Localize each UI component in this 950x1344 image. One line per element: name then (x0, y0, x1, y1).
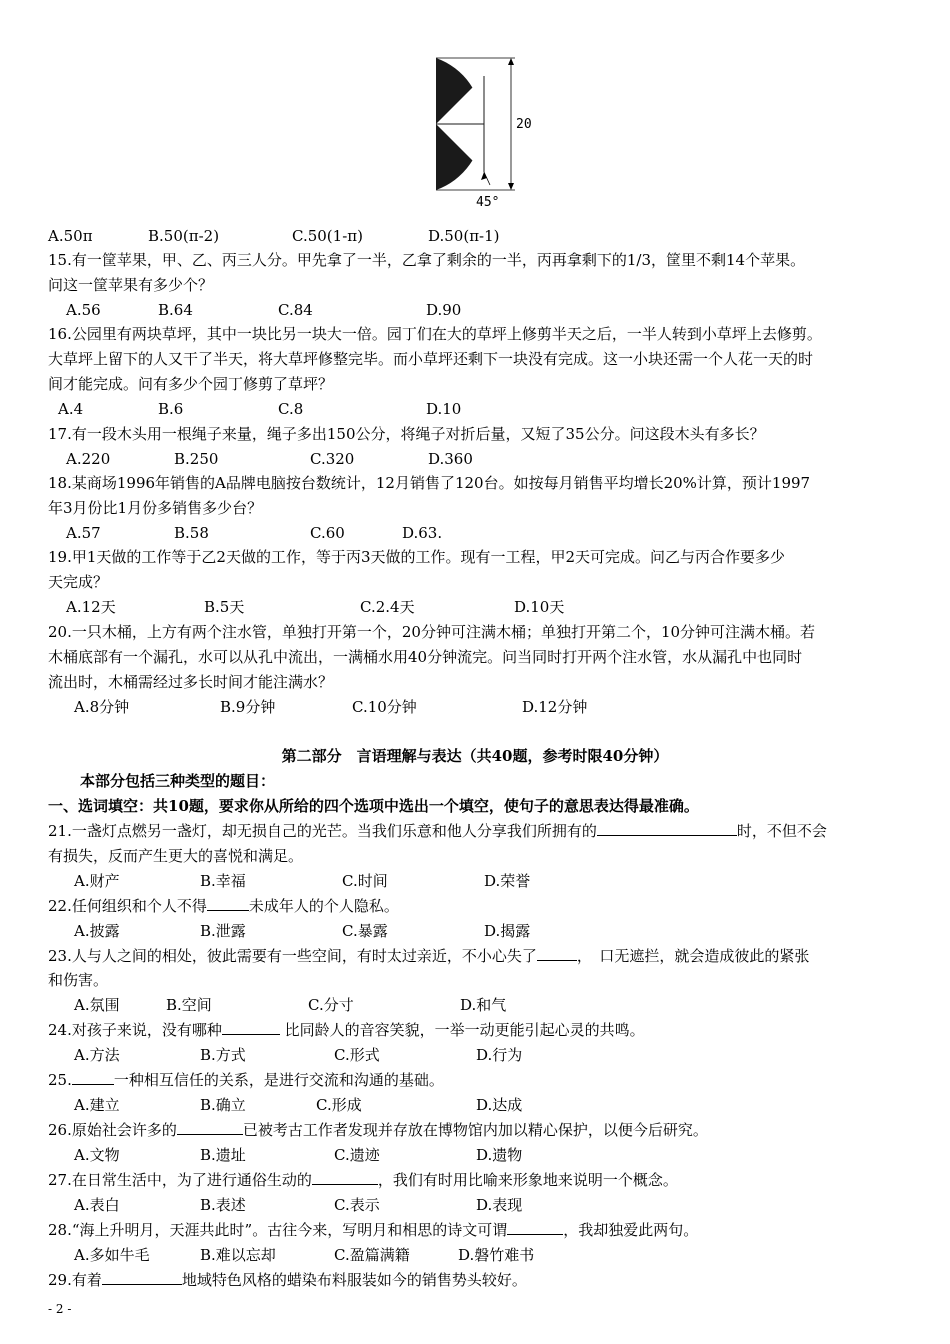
q28-line1 (48, 1220, 698, 1240)
q29-pre: 29.有着 (48, 1271, 102, 1289)
q28-post: ，我却独爱此两句。 (563, 1221, 699, 1239)
q16-line2: 大草坪上留下的人又干了半天，将大草坪修整完毕。而小草坪还剩下一块没有完成。这一小块还需一个人花一天的时 (48, 350, 814, 368)
q28-option-d: D.磐竹难书 (458, 1246, 535, 1264)
q14-option-d: D.50(π-1) (428, 227, 500, 245)
q22-line1 (48, 896, 399, 916)
q19-option-d: D.10天 (514, 598, 565, 616)
q22-option-d: D.揭露 (484, 922, 531, 940)
section1-heading: 一、选词填空：共10题，要求你从所给的四个选项中选出一个填空，使句子的意思表达得最准确。 (48, 797, 699, 815)
q22-option-a: A.披露 (74, 922, 120, 940)
q25-line1 (48, 1070, 444, 1090)
q28-option-b: B.难以忘却 (200, 1246, 276, 1264)
q26-option-a: A.文物 (74, 1146, 120, 1164)
q25-option-c: C.形成 (316, 1096, 362, 1114)
q21-line1 (48, 821, 827, 841)
q15-option-a: A.56 (66, 301, 101, 319)
q28-option-a: A.多如牛毛 (74, 1246, 150, 1264)
q21-option-d: D.荣誉 (484, 872, 531, 890)
part2-title: 第二部分 言语理解与表达（共40题，参考时限40分钟） (281, 747, 669, 765)
part2-intro: 本部分包括三种类型的题目： (80, 772, 276, 790)
q18-option-b: B.58 (174, 524, 209, 542)
q24-post: 比同龄人的音容笑貌，一举一动更能引起心灵的共鸣。 (279, 1021, 645, 1039)
dimension-label: 20 (516, 117, 532, 132)
q15-line1: 15.有一筐苹果，甲、乙、丙三人分。甲先拿了一半，乙拿了剩余的一半，丙再拿剩下的1/3，筐里不剩14个苹果。 (48, 251, 806, 269)
q20-option-a: A.8分钟 (74, 698, 130, 716)
q27-option-a: A.表白 (74, 1196, 120, 1214)
geometry-figure (420, 50, 540, 215)
q21-post: 时，不但不会 (736, 822, 827, 840)
q25-blank (72, 1070, 114, 1085)
q24-option-a: A.方法 (74, 1046, 120, 1064)
q28-pre: 28.“海上升明月，天涯共此时”。古往今来，写明月和相思的诗文可谓 (48, 1221, 508, 1239)
q23-option-b: B.空间 (166, 996, 212, 1014)
q24-line1 (48, 1020, 645, 1040)
q21-option-a: A.财产 (74, 872, 120, 890)
q23-option-c: C.分寸 (308, 996, 354, 1014)
q18-option-a: A.57 (66, 524, 101, 542)
q21-blank (597, 821, 737, 836)
q16-option-a: A.4 (58, 400, 84, 418)
q24-option-b: B.方式 (200, 1046, 246, 1064)
q18-line1: 18.某商场1996年销售的A品牌电脑按台数统计，12月销售了120台。如按每月销售平均增长20%计算，预计1997 (48, 474, 811, 492)
q16-option-b: B.6 (158, 400, 184, 418)
q25-pre: 25. (48, 1071, 72, 1089)
q19-option-b: B.5天 (204, 598, 245, 616)
q22-post: 未成年人的个人隐私。 (248, 897, 399, 915)
q27-line1 (48, 1170, 678, 1190)
q23-blank (537, 946, 577, 961)
q19-line2: 天完成？ (48, 573, 109, 591)
q23-line1 (48, 946, 809, 966)
angle-label: 45° (476, 195, 500, 210)
q15-option-d: D.90 (426, 301, 462, 319)
q26-option-d: D.遗物 (476, 1146, 523, 1164)
q14-option-b: B.50(π-2) (148, 227, 220, 245)
q20-option-d: D.12分钟 (522, 698, 588, 716)
q23-line2: 和伤害。 (48, 971, 109, 989)
q24-pre: 24.对孩子来说，没有哪种 (48, 1021, 222, 1039)
q21-pre: 21.一盏灯点燃另一盏灯，却无损自己的光芒。当我们乐意和他人分享我们所拥有的 (48, 822, 597, 840)
q19-option-c: C.2.4天 (360, 598, 415, 616)
q22-blank (207, 896, 249, 911)
q27-post: ，我们有时用比喻来形象地来说明一个概念。 (377, 1171, 678, 1189)
q27-option-b: B.表述 (200, 1196, 246, 1214)
q14-option-c: C.50(1-π) (292, 227, 363, 245)
q26-blank (177, 1120, 243, 1135)
q24-option-c: C.形式 (334, 1046, 380, 1064)
q20-line2: 木桶底部有一个漏孔，水可以从孔中流出，一满桶水用40分钟流完。问当同时打开两个注水管，水从漏孔中也同时 (48, 648, 803, 666)
q17-line1: 17.有一段木头用一根绳子来量，绳子多出150公分，将绳子对折后量，又短了35公分。问这段木头有多长？ (48, 425, 765, 443)
q29-blank (102, 1270, 182, 1285)
q26-pre: 26.原始社会许多的 (48, 1121, 177, 1139)
q28-blank (507, 1220, 563, 1235)
q15-option-b: B.64 (158, 301, 193, 319)
q17-option-c: C.320 (310, 450, 355, 468)
q20-line3: 流出时，木桶需经过多长时间才能注满水？ (48, 673, 334, 691)
q16-line1: 16.公园里有两块草坪，其中一块比另一块大一倍。园丁们在大的草坪上修剪半天之后，一半人转到小草坪上去修剪。 (48, 325, 822, 343)
q19-line1: 19.甲1天做的工作等于乙2天做的工作，等于丙3天做的工作。现有一工程，甲2天可完成。问乙与丙合作要多少 (48, 548, 786, 566)
q20-option-b: B.9分钟 (220, 698, 276, 716)
q27-blank (312, 1170, 378, 1185)
q17-option-a: A.220 (66, 450, 111, 468)
q22-pre: 22.任何组织和个人不得 (48, 897, 207, 915)
page-number: - 2 - (48, 1302, 72, 1316)
q27-option-c: C.表示 (334, 1196, 380, 1214)
q23-option-a: A.氛围 (74, 996, 120, 1014)
q29-line1 (48, 1270, 527, 1290)
q26-line1 (48, 1120, 708, 1140)
q24-option-d: D.行为 (476, 1046, 523, 1064)
q22-option-b: B.泄露 (200, 922, 246, 940)
q18-line2: 年3月份比1月份多销售多少台？ (48, 499, 263, 517)
q21-option-c: C.时间 (342, 872, 388, 890)
q17-option-b: B.250 (174, 450, 219, 468)
q24-blank (222, 1020, 280, 1035)
q21-line2: 有损失，反而产生更大的喜悦和满足。 (48, 847, 304, 865)
q23-option-d: D.和气 (460, 996, 507, 1014)
q20-line1: 20.一只木桶，上方有两个注水管，单独打开第一个，20分钟可注满木桶；单独打开第二个，10分钟可注满木桶。若 (48, 623, 816, 641)
q25-post: 一种相互信任的关系，是进行交流和沟通的基础。 (113, 1071, 444, 1089)
q28-option-c: C.盈篇满籍 (334, 1246, 410, 1264)
q17-option-d: D.360 (428, 450, 473, 468)
q27-pre: 27.在日常生活中，为了进行通俗生动的 (48, 1171, 312, 1189)
q23-pre: 23.人与人之间的相处，彼此需要有一些空间，有时太过亲近，不小心失了 (48, 947, 537, 965)
q23-post: ， 口无遮拦，就会造成彼此的紧张 (576, 947, 810, 965)
q25-option-d: D.达成 (476, 1096, 523, 1114)
q22-option-c: C.暴露 (342, 922, 388, 940)
q25-option-b: B.确立 (200, 1096, 246, 1114)
q26-option-b: B.遗址 (200, 1146, 246, 1164)
q20-option-c: C.10分钟 (352, 698, 417, 716)
q18-option-d: D.63. (402, 524, 443, 542)
q29-post: 地域特色风格的蜡染布料服装如今的销售势头较好。 (181, 1271, 527, 1289)
q25-option-a: A.建立 (74, 1096, 120, 1114)
q19-option-a: A.12天 (66, 598, 116, 616)
q15-line2: 问这一筐苹果有多少个？ (48, 276, 214, 294)
q27-option-d: D.表现 (476, 1196, 523, 1214)
q16-line3: 间才能完成。问有多少个园丁修剪了草坪？ (48, 375, 334, 393)
q18-option-c: C.60 (310, 524, 345, 542)
q15-option-c: C.84 (278, 301, 313, 319)
q26-option-c: C.遗迹 (334, 1146, 380, 1164)
q16-option-c: C.8 (278, 400, 304, 418)
q21-option-b: B.幸福 (200, 872, 246, 890)
q16-option-d: D.10 (426, 400, 462, 418)
q14-option-a: A.50π (48, 227, 93, 245)
q26-post: 已被考古工作者发现并存放在博物馆内加以精心保护，以便今后研究。 (242, 1121, 708, 1139)
